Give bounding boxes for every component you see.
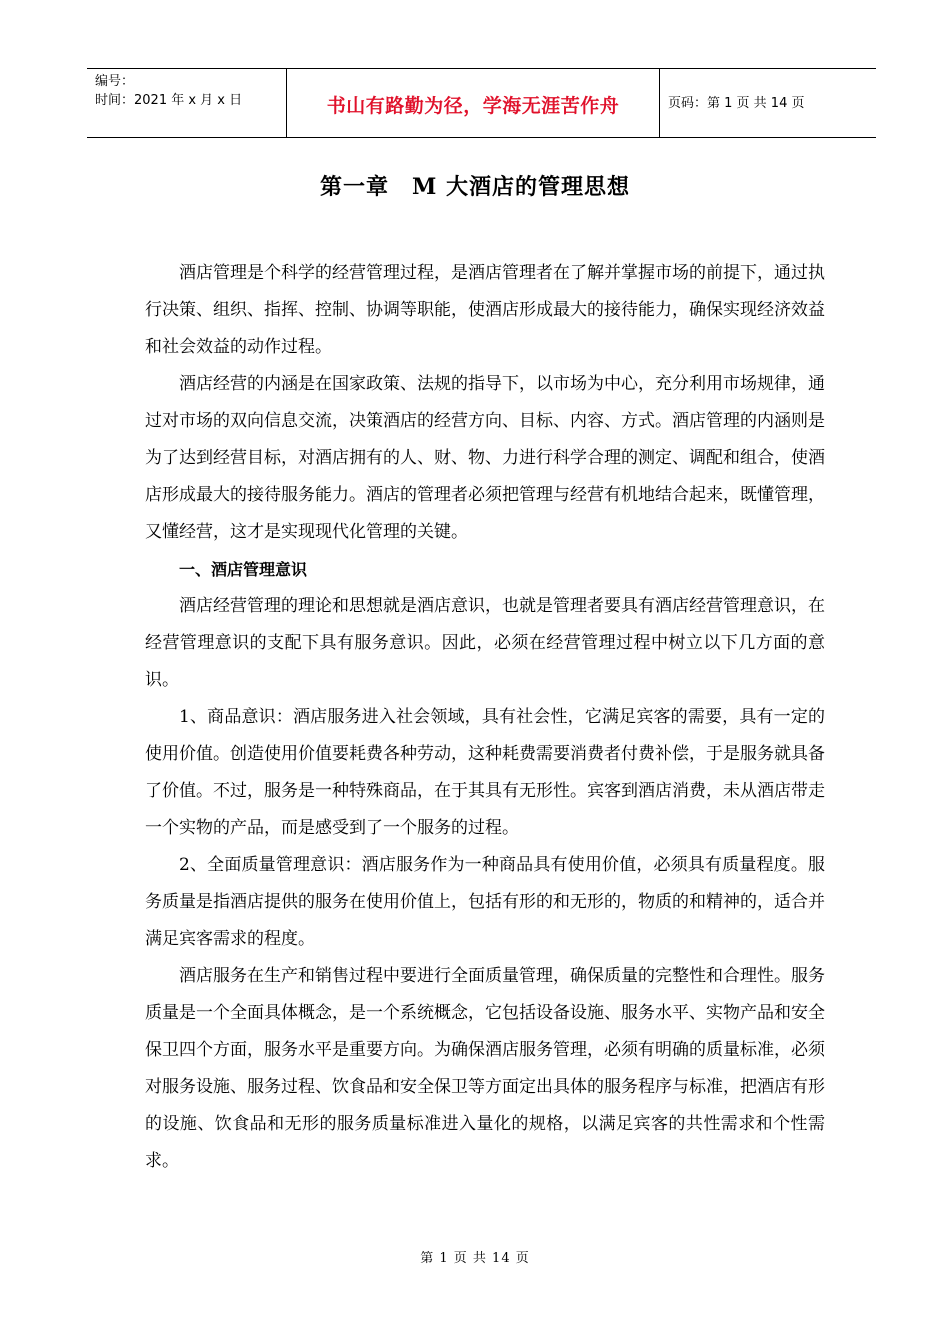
header-page-label: 页码：第 1 页 共 14 页 [668, 96, 805, 111]
header-motto-cell [287, 69, 660, 137]
body-paragraph: 酒店经营管理的理论和思想就是酒店意识，也就是管理者要具有酒店经营管理意识，在经营管理意识的支配下具有服务意识。因此，必须在经营管理过程中树立以下几方面的意识。 [145, 596, 825, 690]
body-paragraph: 酒店管理是个科学的经营管理过程，是酒店管理者在了解并掌握市场的前提下，通过执行决策、组织、指挥、控制、协调等职能，使酒店形成最大的接待能力，确保实现经济效益和社会效益的动作过程。 [145, 263, 825, 357]
document-number-label: 编号： [95, 74, 135, 89]
document-body [145, 255, 825, 1180]
section-heading: 一、酒店管理意识 [179, 560, 308, 579]
body-paragraph: 1、商品意识：酒店服务进入社会领域，具有社会性，它满足宾客的需要，具有一定的使用价值。创造使用价值要耗费各种劳动，这种耗费需要消费者付费补偿，于是服务就具备了价值。不过，服务是一种特殊商品，在于其具有无形性。宾客到酒店消费，未从酒店带走一个实物的产品，而是感受到了一个服务的过程。 [145, 707, 825, 838]
page-footer: 第 1 页 共 14 页 [420, 1251, 530, 1266]
body-paragraph: 酒店服务在生产和销售过程中要进行全面质量管理，确保质量的完整性和合理性。服务质量是一个全面具体概念，是一个系统概念，它包括设备设施、服务水平、实物产品和安全保卫四个方面，服务水平是重要方向。为确保酒店服务管理，必须有明确的质量标准，必须对服务设施、服务过程、饮食品和安全保卫等方面定出具体的服务程序与标准，把酒店有形的设施、饮食品和无形的服务质量标准进入量化的规格，以满足宾客的共性需求和个性需求。 [145, 966, 825, 1171]
chapter-title: 第一章 M 大酒店的管理思想 [319, 174, 630, 200]
header-info-cell [87, 69, 287, 137]
header-motto: 书山有路勤为径，学海无涯苦作舟 [326, 95, 620, 117]
body-paragraph: 酒店经营的内涵是在国家政策、法规的指导下，以市场为中心，充分利用市场规律，通过对市场的双向信息交流，决策酒店的经营方向、目标、内容、方式。酒店管理的内涵则是为了达到经营目标，对酒店拥有的人、财、物、力进行科学合理的测定、调配和组合，使酒店形成最大的接待服务能力。酒店的管理者必须把管理与经营有机地结合起来，既懂管理，又懂经营，这才是实现现代化管理的关键。 [145, 374, 825, 542]
document-header [87, 68, 876, 138]
document-time-label: 时间：2021 年 x 月 x 日 [95, 93, 243, 108]
header-page-cell [660, 69, 876, 137]
body-paragraph: 2、全面质量管理意识：酒店服务作为一种商品具有使用价值，必须具有质量程度。服务质量是指酒店提供的服务在使用价值上，包括有形的和无形的，物质的和精神的，适合并满足宾客需求的程度。 [145, 855, 825, 949]
